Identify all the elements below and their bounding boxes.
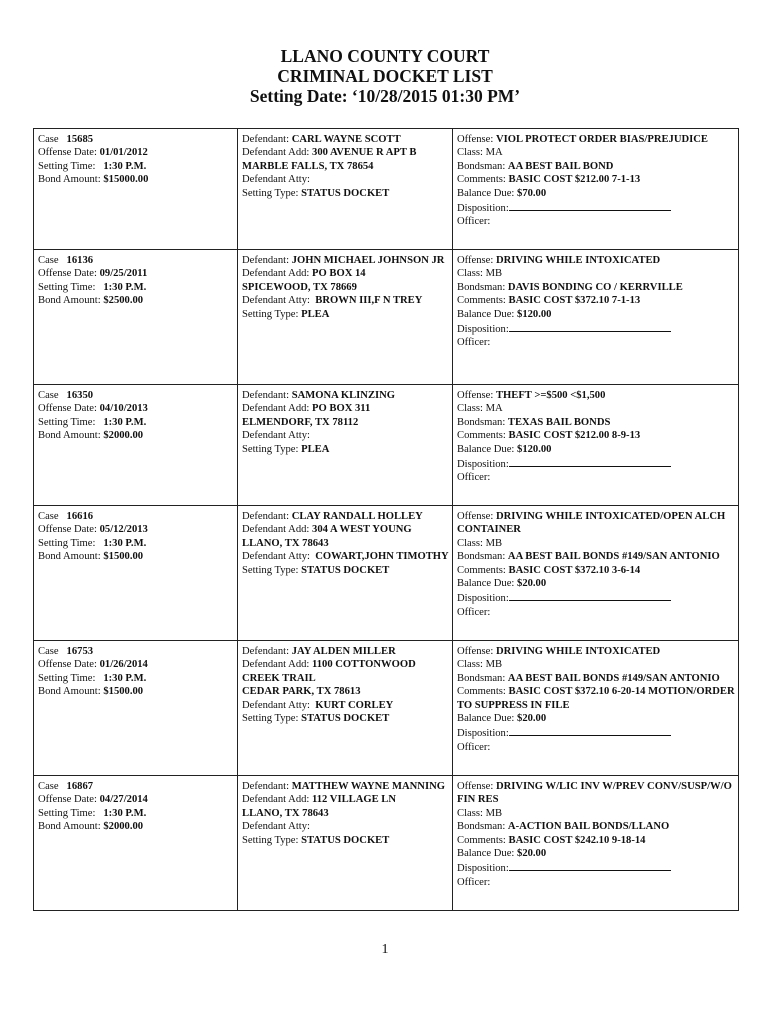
case-row (34, 385, 739, 506)
balance-due: $20.00 (517, 848, 547, 860)
setting-type: STATUS DOCKET (301, 713, 390, 725)
case-number: 16136 (66, 255, 94, 266)
offense-label: Offense: (457, 134, 494, 145)
bondsman: TEXAS BAIL BONDS (507, 416, 611, 428)
case-label: Case (38, 390, 59, 401)
balance-due-label: Balance Due: (457, 713, 515, 725)
officer-label: Officer: (457, 606, 491, 618)
bond-amount-label: Bond Amount: (38, 686, 101, 698)
disposition-label: Disposition: (457, 728, 509, 740)
defendant-cell (238, 385, 453, 506)
setting-type: PLEA (301, 443, 330, 455)
defendant-cell (238, 250, 453, 385)
case-info-cell (34, 776, 238, 911)
setting-type-label: Setting Type: (242, 443, 299, 455)
case-info-cell (34, 385, 238, 506)
class-label: Class: (457, 147, 483, 159)
offense-date: 01/26/2014 (99, 659, 148, 671)
setting-time: 1:30 P.M. (103, 672, 147, 684)
bondsman-label: Bondsman: (457, 821, 506, 833)
bond-amount-label: Bond Amount: (38, 551, 101, 563)
offense: DRIVING W/LIC INV W/PREV CONV/SUSP/W/O FIN RES (457, 781, 732, 806)
setting-time-label: Setting Time: (38, 672, 96, 684)
defendant-cell (238, 506, 453, 641)
case-number: 15685 (66, 134, 94, 145)
setting-date: Setting Date: ‘10/28/2015 01:30 PM’ (249, 86, 521, 106)
setting-type: STATUS DOCKET (301, 564, 390, 576)
setting-time: 1:30 P.M. (103, 281, 147, 293)
balance-due: $120.00 (517, 308, 552, 320)
defendant-address-line2: LLANO, TX 78643 (242, 537, 329, 549)
disposition-blank-line[interactable] (509, 456, 671, 467)
defendant-label: Defendant: (242, 255, 290, 266)
comments: BASIC COST $372.10 6-20-14 MOTION/ORDER TO SUPPRESS IN FILE (457, 686, 735, 711)
setting-time-label: Setting Time: (38, 416, 96, 428)
setting-time: 1:30 P.M. (103, 807, 147, 819)
comments-label: Comments: (457, 295, 506, 307)
offense-date: 04/10/2013 (99, 403, 148, 415)
case-info-cell (34, 641, 238, 776)
disposition-blank-line[interactable] (509, 725, 671, 736)
setting-type-label: Setting Type: (242, 564, 299, 576)
case-number: 16867 (66, 781, 94, 792)
offense-label: Offense: (457, 511, 494, 522)
defendant-address-line2: CEDAR PARK, TX 78613 (242, 686, 361, 698)
defendant-atty: COWART,JOHN TIMOTHY (315, 551, 449, 563)
setting-time-label: Setting Time: (38, 281, 96, 293)
comments-label: Comments: (457, 834, 506, 846)
disposition-blank-line[interactable] (509, 321, 671, 332)
class-label: Class: (457, 537, 483, 549)
balance-due-label: Balance Due: (457, 578, 515, 590)
court-name: LLANO COUNTY COURT (280, 46, 490, 66)
balance-due-label: Balance Due: (457, 308, 515, 320)
offense: DRIVING WHILE INTOXICATED (495, 646, 661, 657)
docket-header (0, 46, 770, 106)
disposition-blank-line[interactable] (509, 200, 671, 211)
offense-date: 09/25/2011 (99, 268, 148, 280)
bond-amount-label: Bond Amount: (38, 430, 101, 442)
offense-cell (453, 250, 739, 385)
bond-amount: $1500.00 (103, 551, 144, 563)
case-info-cell (34, 250, 238, 385)
disposition-label: Disposition: (457, 324, 509, 336)
offense-date-label: Offense Date: (38, 659, 97, 671)
offense: DRIVING WHILE INTOXICATED/OPEN ALCH CONTAINER (457, 511, 726, 536)
defendant-address-line2: MARBLE FALLS, TX 78654 (242, 160, 374, 172)
defendant-atty: KURT CORLEY (315, 699, 394, 711)
disposition-label: Disposition: (457, 203, 509, 215)
setting-type-label: Setting Type: (242, 308, 299, 320)
balance-due-label: Balance Due: (457, 848, 515, 860)
setting-type-label: Setting Type: (242, 713, 299, 725)
disposition-blank-line[interactable] (509, 860, 671, 871)
page-number: 1 (381, 942, 389, 957)
bondsman: DAVIS BONDING CO / KERRVILLE (507, 281, 683, 293)
setting-time-label: Setting Time: (38, 160, 96, 172)
offense-label: Offense: (457, 255, 494, 266)
setting-type-label: Setting Type: (242, 187, 299, 199)
balance-due-label: Balance Due: (457, 187, 515, 199)
defendant-address-line2: SPICEWOOD, TX 78669 (242, 281, 357, 293)
bond-amount: $1500.00 (103, 686, 144, 698)
defendant-address-label: Defendant Add: (242, 403, 310, 415)
offense-class: MB (485, 268, 503, 280)
disposition-blank-line[interactable] (509, 590, 671, 601)
defendant-label: Defendant: (242, 134, 290, 145)
class-label: Class: (457, 807, 483, 819)
offense-date: 04/27/2014 (99, 794, 148, 806)
case-row (34, 129, 739, 250)
comments-label: Comments: (457, 686, 506, 698)
offense-label: Offense: (457, 646, 494, 657)
case-number: 16753 (66, 646, 94, 657)
case-info-cell (34, 129, 238, 250)
bondsman: AA BEST BAIL BONDS #149/SAN ANTONIO (507, 672, 720, 684)
defendant-label: Defendant: (242, 390, 290, 401)
case-label: Case (38, 511, 59, 522)
case-row (34, 506, 739, 641)
comments-label: Comments: (457, 174, 506, 186)
setting-time: 1:30 P.M. (103, 416, 147, 428)
defendant-address-label: Defendant Add: (242, 794, 310, 806)
defendant-name: JAY ALDEN MILLER (291, 646, 396, 657)
offense: DRIVING WHILE INTOXICATED (495, 255, 661, 266)
defendant-address-line1: 300 AVENUE R APT B (312, 147, 417, 159)
balance-due: $120.00 (517, 443, 552, 455)
comments: BASIC COST $372.10 7-1-13 (508, 295, 641, 307)
case-info-cell (34, 506, 238, 641)
comments-label: Comments: (457, 564, 506, 576)
setting-time: 1:30 P.M. (103, 537, 147, 549)
defendant-address-label: Defendant Add: (242, 524, 310, 536)
balance-due: $20.00 (517, 713, 547, 725)
defendant-address-line1: PO BOX 311 (312, 403, 371, 415)
offense-cell (453, 776, 739, 911)
bondsman: AA BEST BAIL BOND (507, 160, 614, 172)
defendant-label: Defendant: (242, 511, 290, 522)
setting-time-label: Setting Time: (38, 807, 96, 819)
setting-type: STATUS DOCKET (301, 834, 390, 846)
defendant-address-line2: ELMENDORF, TX 78112 (242, 416, 359, 428)
case-row (34, 641, 739, 776)
defendant-name: JOHN MICHAEL JOHNSON JR (291, 255, 445, 266)
defendant-atty-label: Defendant Atty: (242, 430, 310, 442)
officer-label: Officer: (457, 472, 491, 484)
bond-amount: $2500.00 (103, 295, 144, 307)
bond-amount-label: Bond Amount: (38, 174, 101, 186)
class-label: Class: (457, 268, 483, 280)
defendant-address-line1: 112 VILLAGE LN (312, 794, 397, 806)
defendant-name: CARL WAYNE SCOTT (291, 134, 401, 145)
defendant-atty: BROWN III,F N TREY (315, 295, 423, 307)
offense-cell (453, 506, 739, 641)
defendant-label: Defendant: (242, 781, 290, 792)
defendant-name: MATTHEW WAYNE MANNING (291, 781, 445, 792)
case-label: Case (38, 781, 59, 792)
offense-date-label: Offense Date: (38, 147, 97, 159)
bond-amount: $2000.00 (103, 821, 144, 833)
offense-class: MA (485, 403, 503, 415)
offense-class: MB (485, 807, 503, 819)
defendant-address-line1: 1100 COTTONWOOD CREEK TRAIL (242, 659, 416, 684)
setting-time: 1:30 P.M. (103, 160, 147, 172)
bond-amount: $15000.00 (103, 174, 149, 186)
defendant-atty-label: Defendant Atty: (242, 295, 310, 307)
setting-type: PLEA (301, 308, 330, 320)
case-row (34, 250, 739, 385)
bondsman: A-ACTION BAIL BONDS/LLANO (507, 821, 670, 833)
bond-amount-label: Bond Amount: (38, 295, 101, 307)
offense-date-label: Offense Date: (38, 524, 97, 536)
case-label: Case (38, 646, 59, 657)
offense-label: Offense: (457, 781, 494, 792)
offense-label: Offense: (457, 390, 494, 401)
defendant-cell (238, 129, 453, 250)
balance-due-label: Balance Due: (457, 443, 515, 455)
offense-cell (453, 129, 739, 250)
defendant-label: Defendant: (242, 646, 290, 657)
setting-time-label: Setting Time: (38, 537, 96, 549)
offense-class: MA (485, 147, 503, 159)
officer-label: Officer: (457, 741, 491, 753)
defendant-name: CLAY RANDALL HOLLEY (291, 511, 423, 522)
offense-date-label: Offense Date: (38, 794, 97, 806)
comments: BASIC COST $372.10 3-6-14 (508, 564, 641, 576)
offense-class: MB (485, 537, 503, 549)
setting-type-label: Setting Type: (242, 834, 299, 846)
defendant-atty-label: Defendant Atty: (242, 699, 310, 711)
defendant-address-line2: LLANO, TX 78643 (242, 807, 329, 819)
class-label: Class: (457, 659, 483, 671)
officer-label: Officer: (457, 876, 491, 888)
offense-date-label: Offense Date: (38, 268, 97, 280)
case-label: Case (38, 134, 59, 145)
docket-table (33, 128, 739, 911)
bond-amount-label: Bond Amount: (38, 821, 101, 833)
case-label: Case (38, 255, 59, 266)
bondsman-label: Bondsman: (457, 281, 506, 293)
balance-due: $70.00 (517, 187, 547, 199)
defendant-address-label: Defendant Add: (242, 268, 310, 280)
defendant-name: SAMONA KLINZING (291, 390, 396, 401)
defendant-atty-label: Defendant Atty: (242, 174, 310, 186)
comments: BASIC COST $212.00 8-9-13 (508, 430, 641, 442)
offense-cell (453, 641, 739, 776)
offense-class: MB (485, 659, 503, 671)
bondsman-label: Bondsman: (457, 416, 506, 428)
bond-amount: $2000.00 (103, 430, 144, 442)
disposition-label: Disposition: (457, 593, 509, 605)
case-number: 16616 (66, 511, 94, 522)
officer-label: Officer: (457, 337, 491, 349)
list-title: CRIMINAL DOCKET LIST (277, 66, 493, 86)
defendant-atty-label: Defendant Atty: (242, 821, 310, 833)
bondsman-label: Bondsman: (457, 551, 506, 563)
defendant-atty-label: Defendant Atty: (242, 551, 310, 563)
offense-date-label: Offense Date: (38, 403, 97, 415)
defendant-address-line1: PO BOX 14 (312, 268, 366, 280)
setting-type: STATUS DOCKET (301, 187, 390, 199)
defendant-address-line1: 304 A WEST YOUNG (312, 524, 412, 536)
case-row (34, 776, 739, 911)
disposition-label: Disposition: (457, 863, 509, 875)
offense-cell (453, 385, 739, 506)
disposition-label: Disposition: (457, 459, 509, 471)
class-label: Class: (457, 403, 483, 415)
comments: BASIC COST $212.00 7-1-13 (508, 174, 641, 186)
case-number: 16350 (66, 390, 94, 401)
defendant-cell (238, 776, 453, 911)
defendant-address-label: Defendant Add: (242, 147, 310, 159)
defendant-cell (238, 641, 453, 776)
offense: THEFT >=$500 <$1,500 (495, 390, 606, 401)
offense-date: 05/12/2013 (99, 524, 148, 536)
defendant-address-label: Defendant Add: (242, 659, 310, 671)
comments: BASIC COST $242.10 9-18-14 (508, 834, 646, 846)
officer-label: Officer: (457, 216, 491, 228)
bondsman: AA BEST BAIL BONDS #149/SAN ANTONIO (507, 551, 720, 563)
balance-due: $20.00 (517, 578, 547, 590)
offense: VIOL PROTECT ORDER BIAS/PREJUDICE (495, 134, 708, 145)
comments-label: Comments: (457, 430, 506, 442)
bondsman-label: Bondsman: (457, 160, 506, 172)
offense-date: 01/01/2012 (99, 147, 148, 159)
bondsman-label: Bondsman: (457, 672, 506, 684)
